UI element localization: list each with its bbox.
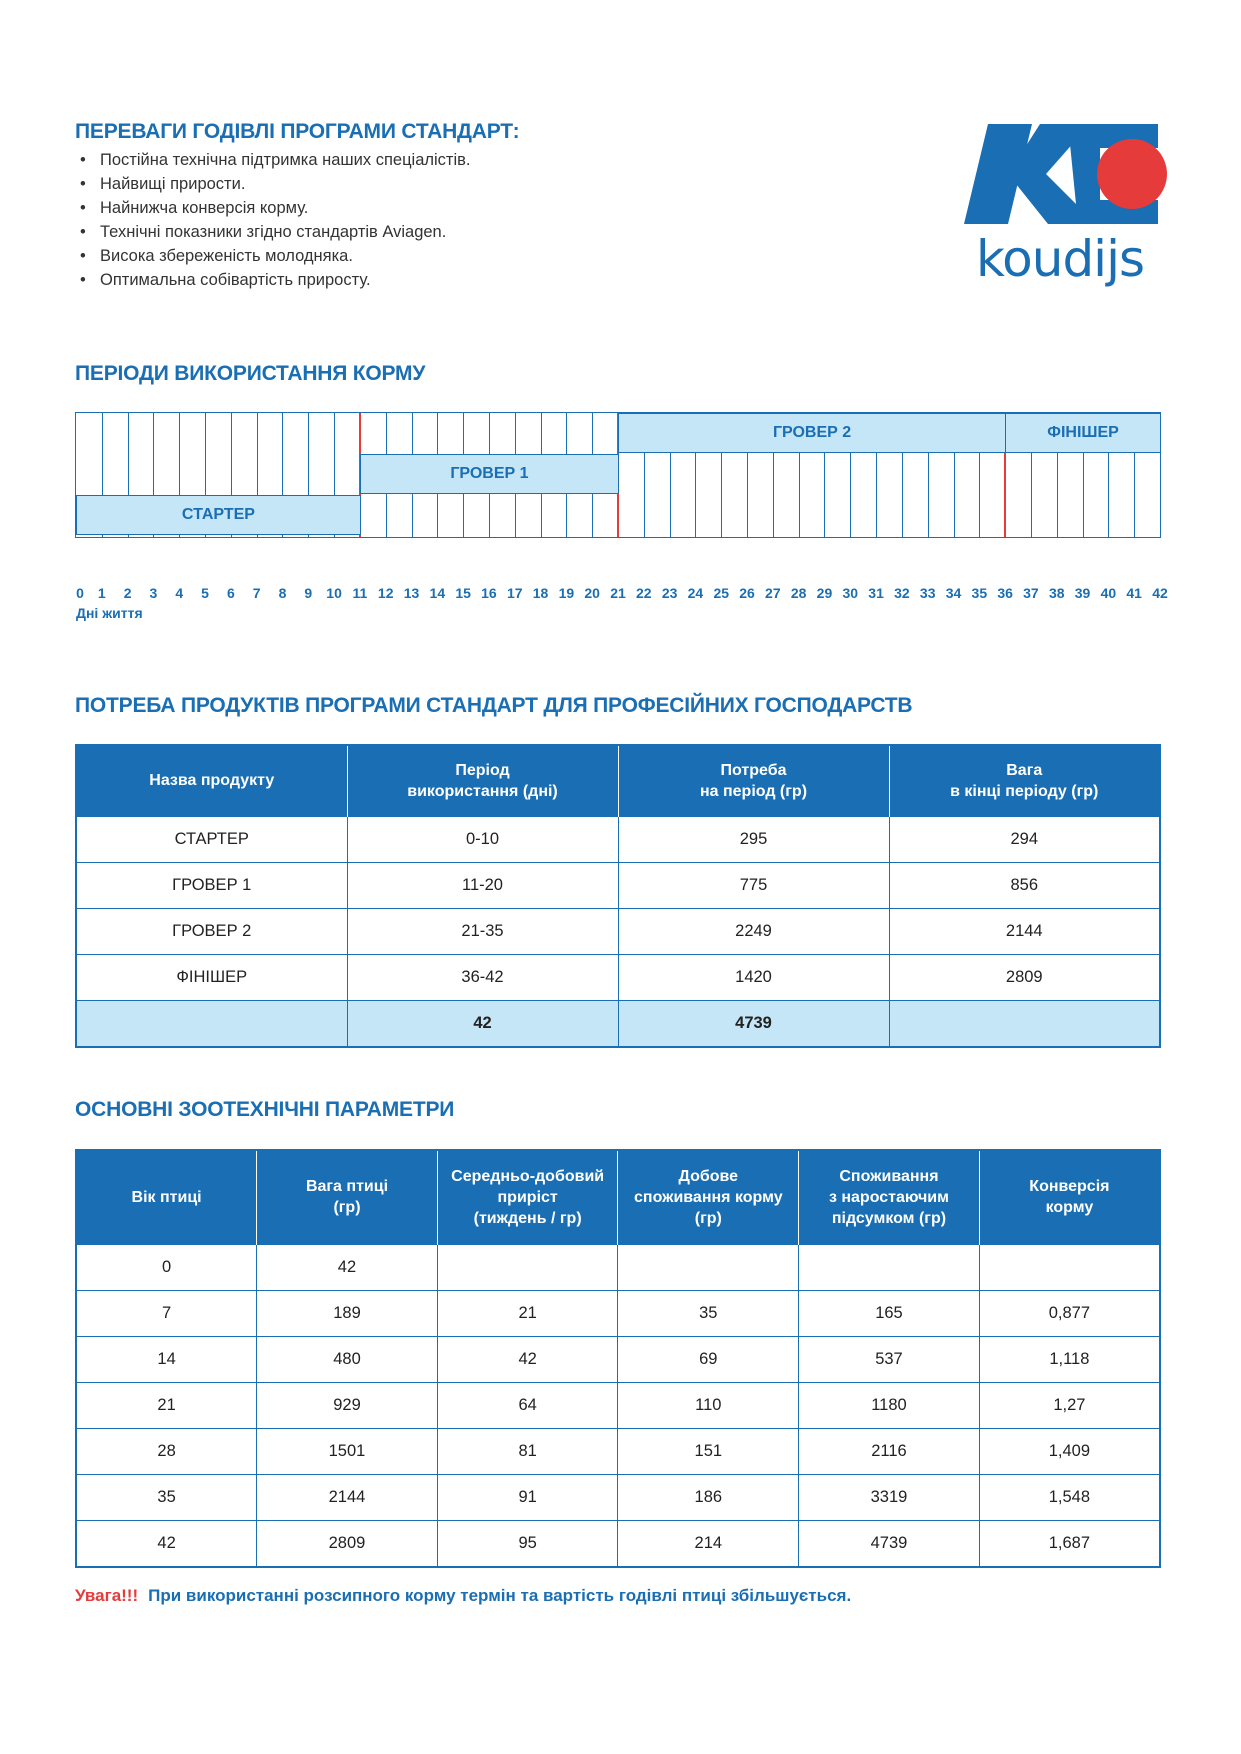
demand-cell: 2809 (889, 954, 1160, 1000)
day-tick-label: 28 (790, 585, 807, 601)
params-cell: 1180 (799, 1382, 980, 1428)
day-tick-label: 42 (1152, 585, 1168, 601)
params-header-line: Вік птиці (131, 1188, 202, 1206)
demand-cell: 36-42 (347, 954, 618, 1000)
demand-cell: 0-10 (347, 816, 618, 862)
params-cell: 1501 (257, 1428, 438, 1474)
params-cell: 110 (618, 1382, 799, 1428)
period-bar-4: ФІНІШЕР (1005, 413, 1161, 453)
demand-cell: 21-35 (347, 908, 618, 954)
demand-header-cell (889, 745, 1160, 816)
params-header-cell (76, 1150, 257, 1244)
params-header-line: підсумком (гр) (831, 1209, 947, 1227)
params-cell: 3319 (799, 1474, 980, 1520)
day-tick-label: 36 (997, 585, 1013, 601)
day-tick-label: 4 (175, 585, 184, 601)
demand-cell: ГРОВЕР 1 (76, 862, 347, 908)
params-header-cell (799, 1150, 980, 1244)
params-cell: 0 (76, 1244, 257, 1290)
params-row (76, 1474, 1160, 1520)
params-cell: 0,877 (979, 1290, 1160, 1336)
params-header-line: Конверсія (1029, 1178, 1110, 1196)
advantage-item: • Технічні показники згідно стандартів Aviagen. (80, 220, 471, 244)
params-row (76, 1428, 1160, 1474)
period-bar-2: ГРОВЕР 1 (360, 454, 619, 494)
advantage-item: • Висока збереженість молодняка. (80, 244, 471, 268)
params-cell: 189 (257, 1290, 438, 1336)
day-tick-label: 20 (584, 585, 600, 601)
params-cell: 537 (799, 1336, 980, 1382)
demand-header-line: Вага (1006, 761, 1043, 779)
demand-row (76, 908, 1160, 954)
day-tick-label: 7 (252, 585, 261, 601)
demand-header-line: Потреба (720, 761, 787, 779)
params-cell: 186 (618, 1474, 799, 1520)
demand-total-row (76, 1000, 1160, 1047)
advantage-item: • Найнижча конверсія корму. (80, 196, 471, 220)
params-cell: 21 (76, 1382, 257, 1428)
day-tick-label: 34 (945, 585, 962, 601)
demand-total-cell: 4739 (618, 1000, 889, 1047)
params-cell: 91 (437, 1474, 618, 1520)
params-header-cell (979, 1150, 1160, 1244)
demand-cell: СТАРТЕР (76, 816, 347, 862)
demand-header-line: Період (455, 761, 510, 779)
day-tick-label: 0 (76, 585, 84, 601)
params-header-line: корму (1045, 1199, 1094, 1217)
params-cell: 151 (618, 1428, 799, 1474)
day-tick-label: 21 (610, 585, 626, 601)
demand-cell: 1420 (618, 954, 889, 1000)
params-cell: 69 (618, 1336, 799, 1382)
params-row (76, 1244, 1160, 1290)
koudijs-logo-mark (950, 120, 1170, 230)
day-tick-label: 37 (1023, 585, 1039, 601)
day-tick-label: 35 (971, 585, 988, 601)
day-tick-label: 10 (326, 585, 342, 601)
demand-row (76, 954, 1160, 1000)
params-cell: 214 (618, 1520, 799, 1567)
params-cell: 1,409 (979, 1428, 1160, 1474)
params-cell (437, 1244, 618, 1290)
params-cell: 1,548 (979, 1474, 1160, 1520)
params-cell: 14 (76, 1336, 257, 1382)
params-header-line: (гр) (694, 1209, 722, 1227)
demand-header-line: використання (дні) (407, 782, 558, 800)
day-tick-label: 8 (278, 585, 287, 601)
day-tick-label: 31 (868, 585, 884, 601)
params-table (75, 1149, 1161, 1568)
day-tick-label: 26 (739, 585, 755, 601)
demand-header-cell (76, 745, 347, 816)
day-tick-label: 22 (636, 585, 652, 601)
params-cell: 95 (437, 1520, 618, 1567)
day-tick-label: 25 (713, 585, 730, 601)
params-title: ОСНОВНІ ЗООТЕХНІЧНІ ПАРАМЕТРИ (75, 1098, 455, 1121)
demand-total-cell (76, 1000, 347, 1047)
periods-title: ПЕРІОДИ ВИКОРИСТАННЯ КОРМУ (75, 362, 426, 385)
demand-header-cell (347, 745, 618, 816)
demand-header-cell (618, 745, 889, 816)
params-header-line: Добове (678, 1167, 739, 1185)
advantage-item: • Найвищі прирости. (80, 172, 471, 196)
params-header-line: (гр) (333, 1199, 361, 1217)
demand-cell: ФІНІШЕР (76, 954, 347, 1000)
warning-text: При використанні розсипного корму термін та вартість годівлі птиці збільшується. (148, 1586, 852, 1605)
day-tick-label: 18 (532, 585, 549, 601)
params-row (76, 1382, 1160, 1428)
day-tick-label: 13 (403, 585, 420, 601)
day-tick-label: 24 (687, 585, 704, 601)
params-header-cell (437, 1150, 618, 1244)
day-tick-label: 16 (481, 585, 497, 601)
day-tick-label: 19 (558, 585, 575, 601)
demand-cell: 2144 (889, 908, 1160, 954)
params-cell: 2809 (257, 1520, 438, 1567)
demand-total-cell: 42 (347, 1000, 618, 1047)
params-cell: 42 (257, 1244, 438, 1290)
demand-cell: 856 (889, 862, 1160, 908)
params-header-line: з наростаючим (828, 1188, 949, 1206)
params-cell (979, 1244, 1160, 1290)
params-cell (618, 1244, 799, 1290)
params-cell: 165 (799, 1290, 980, 1336)
params-cell: 1,118 (979, 1336, 1160, 1382)
day-tick-label: 6 (226, 585, 235, 601)
params-cell: 1,687 (979, 1520, 1160, 1567)
advantage-item: • Постійна технічна підтримка наших спеціалістів. (80, 148, 471, 172)
day-tick-label: 11 (352, 585, 368, 601)
day-tick-label: 27 (765, 585, 781, 601)
params-header-line: (тиждень / гр) (473, 1209, 582, 1227)
day-tick-label: 5 (201, 585, 209, 601)
params-cell: 2144 (257, 1474, 438, 1520)
params-cell: 1,27 (979, 1382, 1160, 1428)
demand-header-line: на період (гр) (699, 782, 808, 800)
day-tick-label: 39 (1074, 585, 1091, 601)
day-tick-label: 32 (894, 585, 910, 601)
day-tick-label: 1 (97, 585, 106, 601)
params-cell: 42 (76, 1520, 257, 1567)
day-tick-label: 17 (506, 585, 523, 601)
advantages-title: ПЕРЕВАГИ ГОДІВЛІ ПРОГРАМИ СТАНДАРТ: (75, 120, 520, 143)
day-tick-label: 38 (1048, 585, 1065, 601)
day-tick-label: 41 (1126, 585, 1142, 601)
day-tick-label: 33 (919, 585, 936, 601)
params-cell: 35 (618, 1290, 799, 1336)
demand-cell: ГРОВЕР 2 (76, 908, 347, 954)
advantages-list (80, 148, 471, 292)
warning-note (75, 1586, 851, 1606)
day-tick-label: 40 (1100, 585, 1117, 601)
params-cell: 480 (257, 1336, 438, 1382)
params-cell: 81 (437, 1428, 618, 1474)
params-cell: 64 (437, 1382, 618, 1428)
params-header-line: Середньо-добовий (451, 1167, 605, 1185)
params-row (76, 1290, 1160, 1336)
demand-header-line: Назва продукту (149, 772, 275, 790)
params-cell: 2116 (799, 1428, 980, 1474)
warning-prefix: Увага!!! (75, 1586, 139, 1605)
params-row (76, 1520, 1160, 1567)
params-cell (799, 1244, 980, 1290)
params-cell: 4739 (799, 1520, 980, 1567)
day-axis-label: Дні життя (76, 605, 143, 621)
day-tick-label: 14 (429, 585, 446, 601)
day-tick-label: 29 (816, 585, 833, 601)
koudijs-wordmark: koudijs (975, 230, 1145, 288)
day-tick-label: 23 (661, 585, 678, 601)
params-cell: 21 (437, 1290, 618, 1336)
params-cell: 7 (76, 1290, 257, 1336)
day-tick-label: 15 (455, 585, 471, 601)
demand-row (76, 816, 1160, 862)
day-tick-label: 2 (123, 585, 132, 601)
params-cell: 929 (257, 1382, 438, 1428)
demand-cell: 294 (889, 816, 1160, 862)
params-header-cell (257, 1150, 438, 1244)
period-bar-1: СТАРТЕР (76, 495, 361, 535)
params-cell: 35 (76, 1474, 257, 1520)
day-tick-label: 3 (149, 585, 158, 601)
params-header-line: Споживання (839, 1167, 939, 1185)
day-tick-label: 9 (304, 585, 313, 601)
day-tick-label: 30 (842, 585, 859, 601)
demand-row (76, 862, 1160, 908)
demand-header-line: в кінці періоду (гр) (950, 782, 1099, 800)
periods-gantt-chart (75, 412, 1161, 538)
demand-cell: 295 (618, 816, 889, 862)
params-header-line: споживання корму (634, 1188, 783, 1206)
params-header-line: Вага птиці (305, 1178, 389, 1196)
advantage-item: • Оптимальна собівартість приросту. (80, 268, 471, 292)
demand-table (75, 744, 1161, 1048)
demand-total-cell (889, 1000, 1160, 1047)
params-row (76, 1336, 1160, 1382)
day-tick-label: 12 (377, 585, 394, 601)
period-bar-3: ГРОВЕР 2 (618, 413, 1006, 453)
params-cell: 28 (76, 1428, 257, 1474)
koudijs-logo (950, 120, 1170, 300)
demand-title: ПОТРЕБА ПРОДУКТІВ ПРОГРАМИ СТАНДАРТ ДЛЯ ПРОФЕСІЙНИХ ГОСПОДАРСТВ (75, 694, 913, 717)
params-header-line: приріст (497, 1188, 558, 1206)
demand-cell: 775 (618, 862, 889, 908)
params-cell: 42 (437, 1336, 618, 1382)
demand-cell: 2249 (618, 908, 889, 954)
demand-cell: 11-20 (347, 862, 618, 908)
params-header-cell (618, 1150, 799, 1244)
